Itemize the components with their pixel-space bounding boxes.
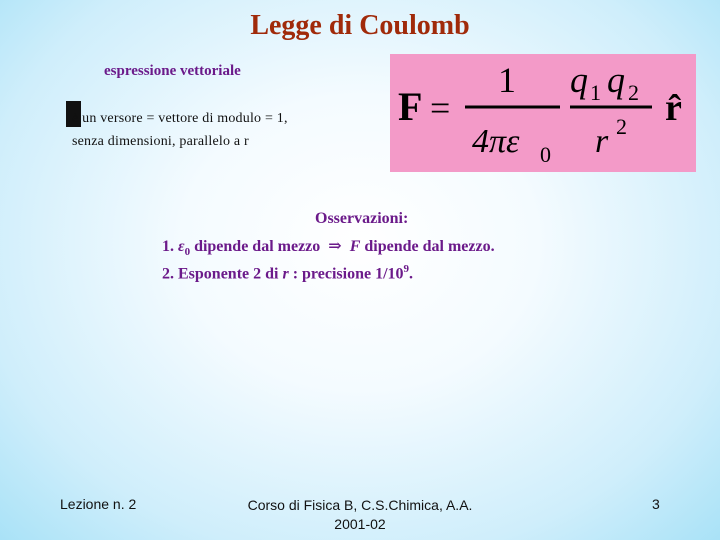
obs2-text: : precisione 1/10 [292, 265, 404, 283]
footer-course-line-1: Corso di Fisica B, C.S.Chimica, A.A. [247, 497, 473, 513]
unit-vector-description [72, 107, 288, 153]
formula-q1: q [570, 60, 588, 100]
formula-numerator-one: 1 [498, 60, 516, 100]
formula-denominator-sub: 0 [540, 142, 551, 167]
subtitle: espressione vettoriale [104, 63, 241, 79]
formula-svg [390, 54, 696, 172]
implies-arrow: ⇒ [328, 238, 342, 255]
page-number: 3 [652, 496, 660, 512]
obs2-r-var: r [282, 265, 289, 283]
formula-q2-sub: 2 [628, 80, 639, 105]
formula-equals: = [430, 88, 451, 128]
footer-lecture: Lezione n. 2 [60, 496, 137, 512]
formula-denominator-coeff: 4πε [472, 123, 520, 160]
formula-unit-vector: r̂ [665, 87, 682, 129]
formula-r-exp: 2 [616, 114, 627, 139]
formula-force: F [398, 84, 423, 129]
obs1-prefix: 1. [162, 238, 174, 255]
formula-r: r [595, 123, 609, 160]
formula-q1-sub: 1 [590, 80, 601, 105]
footer-course-line-2: 2001-02 [334, 516, 386, 532]
obs2-exp: 9 [403, 263, 410, 275]
obs1-force-var: F [349, 238, 361, 255]
description-line-2: senza dimensioni, parallelo a r [72, 134, 249, 149]
observation-2 [162, 263, 413, 283]
obs1-rest: dipende dal mezzo. [364, 238, 495, 255]
coulomb-formula [390, 54, 696, 172]
obs2-prefix: 2. Esponente 2 di [162, 265, 279, 283]
epsilon-sub: 0 [184, 246, 191, 259]
description-line-1: è un versore = vettore di modulo = 1, [72, 111, 288, 126]
footer-course [230, 496, 490, 534]
obs2-end: . [409, 265, 414, 283]
formula-q2: q [607, 60, 625, 100]
observation-1 [162, 236, 495, 258]
slide-title: Legge di Coulomb [250, 10, 470, 41]
observations-title: Osservazioni: [315, 210, 409, 227]
obs1-text: dipende dal mezzo [194, 238, 321, 255]
epsilon-symbol: ε [178, 238, 185, 255]
